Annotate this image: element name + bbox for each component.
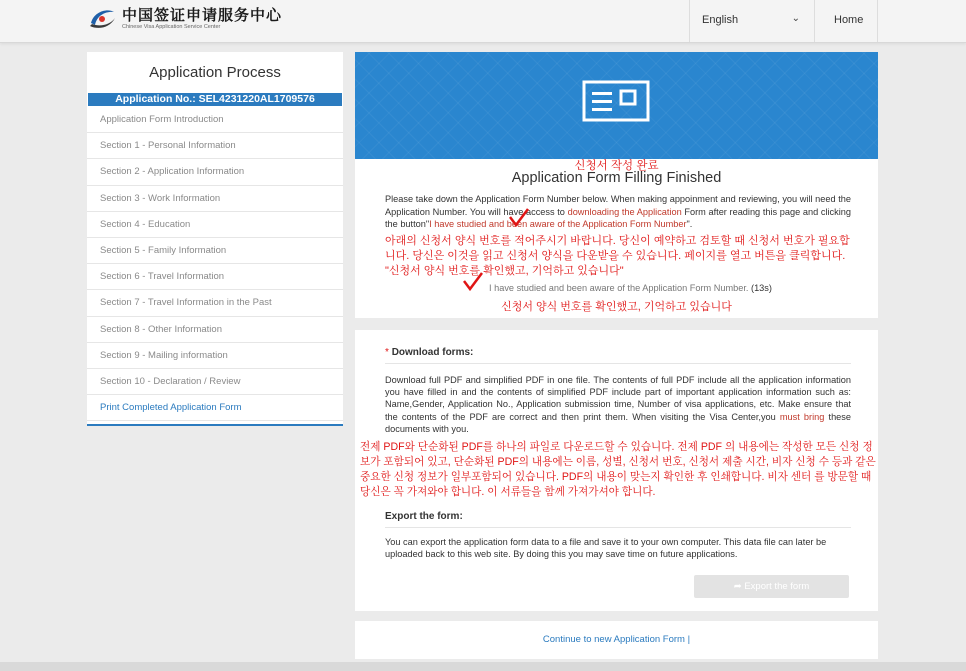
sidebar-item-personal-information[interactable]: Section 1 - Personal Information — [87, 133, 343, 159]
export-form-button[interactable] — [694, 575, 849, 598]
sidebar-item-print-form[interactable]: Print Completed Application Form — [87, 395, 343, 421]
chevron-down-icon: ⌄ — [791, 13, 800, 24]
checkmark-annotation-icon — [462, 272, 484, 292]
instruction-paragraph: Please take down the Application Form Number below. When making appoinment and reviewing, you will need the Application Number. You will have access to downloading the Application Form after reading this page and clicking the button"I have studied and been aware of the Application Form Number". — [385, 194, 852, 229]
countdown-timer: (13s) — [751, 283, 772, 293]
continue-panel — [355, 621, 878, 659]
sidebar-item-introduction[interactable]: Application Form Introduction — [87, 107, 343, 133]
sidebar-item-declaration-review[interactable]: Section 10 - Declaration / Review — [87, 369, 343, 395]
must-bring-emphasis: must bring — [779, 411, 825, 422]
sidebar-title: Application Process — [149, 64, 281, 81]
page-bottom-edge — [0, 662, 966, 671]
download-forms-heading: * Download forms: — [385, 347, 851, 364]
aware-countdown-button[interactable] — [489, 283, 772, 293]
application-process-sidebar — [87, 52, 343, 426]
button-name-reference: I have studied and been aware of the Application Form Number — [429, 219, 687, 229]
export-form-button-label: Export the form — [744, 581, 810, 592]
language-select[interactable] — [689, 0, 815, 42]
logo-chinese-text: 中国签证申请服务中心 — [122, 6, 283, 24]
export-form-text: You can export the application form data to a file and save it to your own computer. This data file can later be uploaded back to this web site. By doing this you may save time on future applications. — [385, 537, 827, 560]
site-logo[interactable] — [88, 6, 282, 32]
sidebar-item-family-information[interactable]: Section 5 - Family Information — [87, 238, 343, 264]
download-korean-annotation: 전제 PDF와 단순화된 PDF를 하나의 파일로 다운로드할 수 있습니다. 전제 PDF 의 내용에는 작성한 모든 신청 정보가 포함되어 있고, 단순화된 PDF의 내용에는 이름, 성별, 신청서 번호, 신청서 제출 시간, 비자 신청 수 등과 같은 중요한 신청 정보가 일부포함되어 있습니다. PDF의 내용이 맞는지 확인한 후 인쇄합니다. 비자 센터 를 방문할 때 당신은 꼭 가져와야 합니다. 이 서류들을 함께 가져가셔야 합니다. — [360, 441, 876, 498]
language-label: English — [702, 14, 739, 26]
sidebar-item-travel-information[interactable]: Section 6 - Travel Information — [87, 264, 343, 290]
logo-english-text: Chinese Visa Application Service Center — [122, 24, 221, 30]
sidebar-item-other-information[interactable]: Section 8 - Other Information — [87, 317, 343, 343]
logo-swoosh-icon — [88, 6, 116, 32]
form-document-icon — [581, 79, 651, 123]
continue-new-application-link[interactable]: Continue to new Application Form | — [542, 634, 691, 645]
home-link[interactable] — [816, 0, 878, 42]
sidebar-item-past-travel[interactable]: Section 7 - Travel Information in the Past — [87, 290, 343, 316]
aware-korean-annotation: 신청서 양식 번호를 확인했고, 기억하고 있습니다 — [501, 301, 732, 313]
application-number: Application No.: SEL4231220AL1709576 — [88, 93, 342, 106]
aware-label: I have studied and been aware of the Application Form Number. — [489, 283, 749, 293]
sidebar-item-mailing-information[interactable]: Section 9 - Mailing information — [87, 343, 343, 369]
instruction-korean-annotation: 아래의 신청서 양식 번호를 적어주시기 바랍니다. 당신이 예약하고 검토할 때 신청서 번호가 필요합니다. 당신은 이것을 읽고 신청서 양식을 다운받을 수 있습니다. 페이지를 열고 버튼을 클릭합니다. "신청서 양식 번호를 확인했고, 기억하고 있습니다" — [385, 235, 850, 277]
page-title: Application Form Filling Finished — [511, 170, 722, 186]
checkmark-annotation-icon — [508, 208, 530, 228]
download-forms-text: Download full PDF and simplified PDF in one file. The contents of full PDF include all the application information you have filled in and the contents of simplified PDF include part of important application information such as: Name,Gender, Application No., Application submission time, Number of visa applications, etc. Make ensure that the contents of the PDF are correct and then print them. When visiting the Visa Center,you must bring these documents with you. — [385, 375, 851, 434]
top-header — [0, 0, 966, 43]
sidebar-item-education[interactable]: Section 4 - Education — [87, 212, 343, 238]
download-application-link[interactable]: downloading the Application — [567, 206, 682, 217]
sidebar-item-work-information[interactable]: Section 3 - Work Information — [87, 186, 343, 212]
export-form-heading: Export the form: — [385, 511, 851, 528]
title-korean-annotation: 신청서 작성 완료 — [574, 160, 659, 172]
share-arrow-icon: ➦ — [733, 581, 742, 592]
form-finished-panel — [355, 52, 878, 318]
home-label: Home — [834, 14, 864, 26]
sidebar-item-application-information[interactable]: Section 2 - Application Information — [87, 159, 343, 185]
finished-banner — [355, 52, 878, 159]
sidebar-nav — [87, 107, 343, 421]
